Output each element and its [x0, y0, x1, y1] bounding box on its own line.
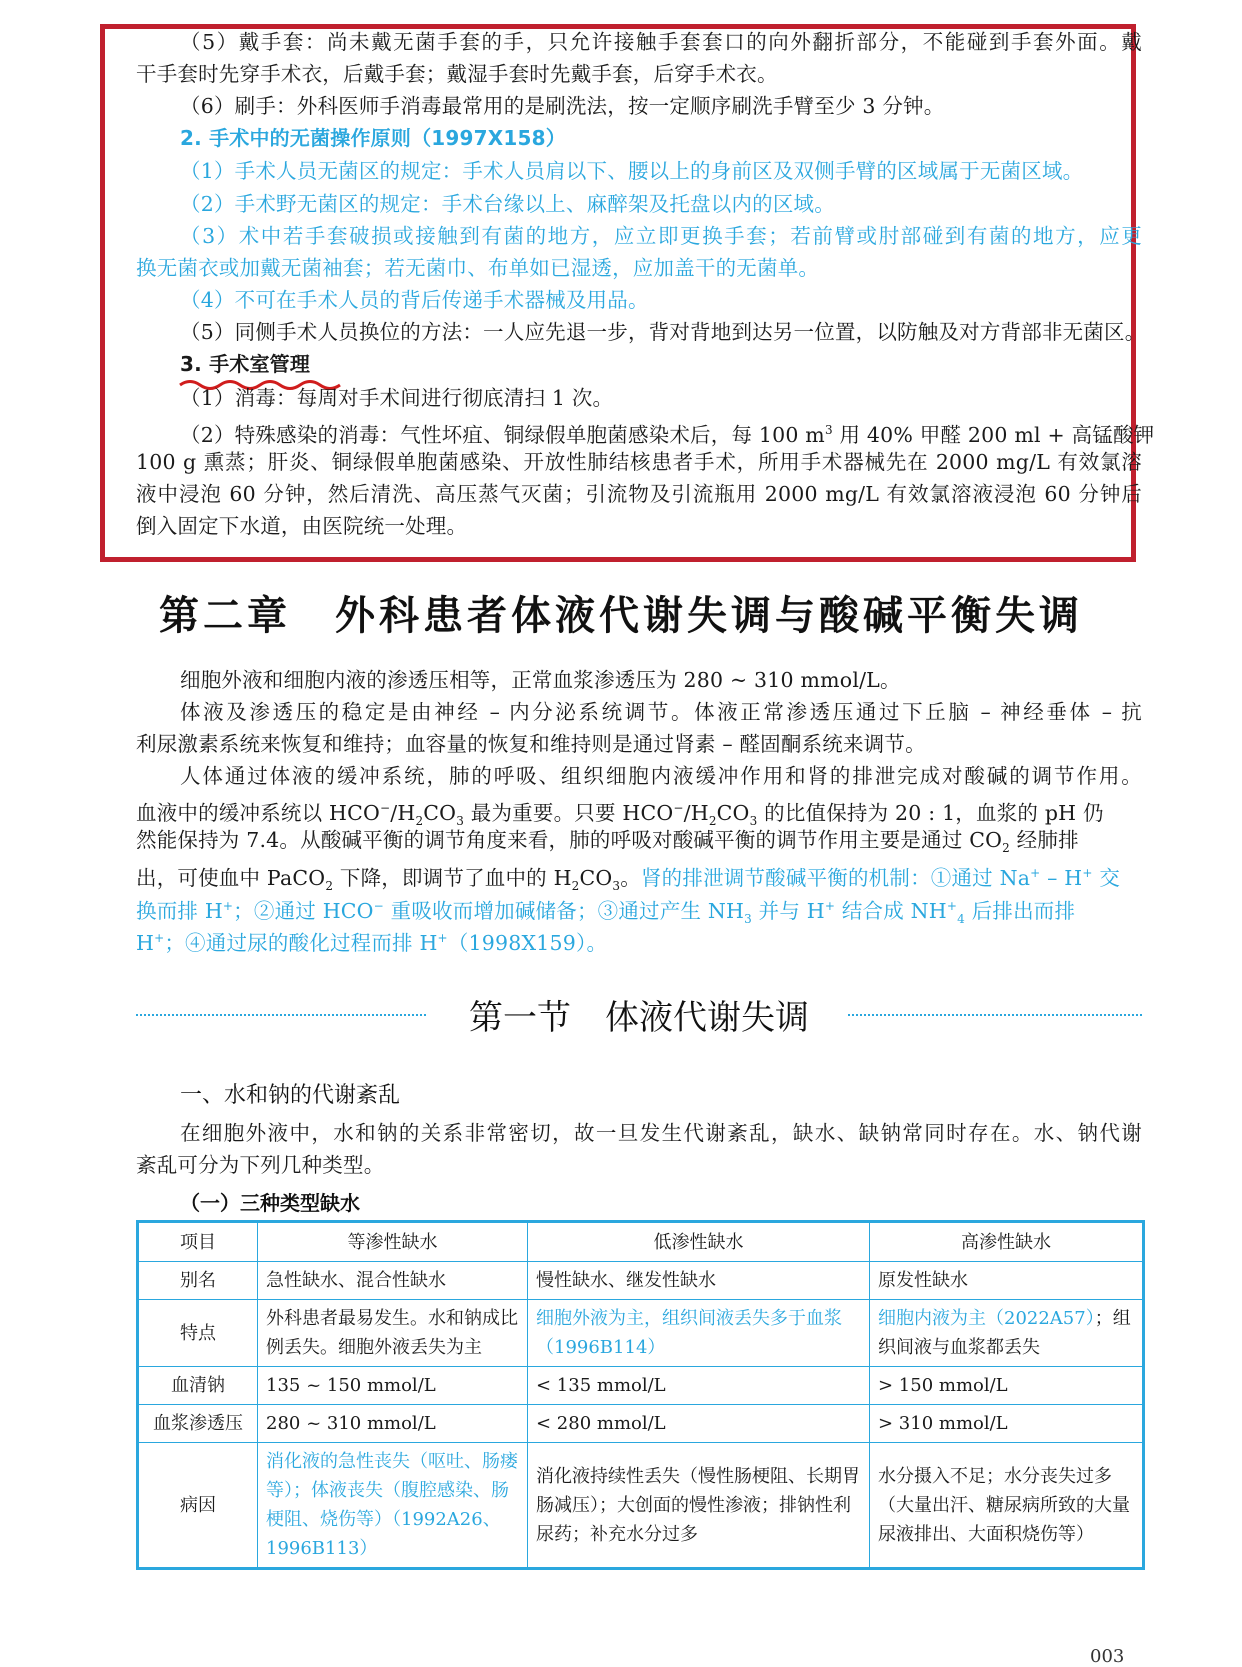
table-row — [138, 1262, 1144, 1300]
table-row — [138, 1443, 1144, 1569]
heading-water-sodium: 一、水和钠的代谢紊乱 — [180, 1083, 401, 1108]
table-cell: 别名 — [138, 1262, 258, 1300]
text-line: 换而排 H+；②通过 HCO− 重吸收而增加碱储备；③通过产生 $NH_3$ 并与 H+ 结合成 $NH^+_4$ 后排出而排 — [136, 898, 1076, 926]
text-line: 干手套时先穿手术衣，后戴手套；戴湿手套时先戴手套，后穿手术衣。 — [136, 62, 778, 86]
dotted-rule-right — [848, 1014, 1142, 1016]
text-line: （4）不可在手术人员的背后传递手术器械及用品。 — [180, 288, 649, 312]
subheading-dehydration: （一）三种类型缺水 — [180, 1191, 360, 1215]
table-cell: < 280 mmol/L — [528, 1405, 870, 1443]
table-cell: 外科患者最易发生。水和钠成比例丢失。细胞外液丢失为主 — [258, 1300, 528, 1367]
text-line: 血液中的缓冲系统以 $HCO^-/H_2CO_3$ 最为重要。只要 $HCO^-/H_2CO_3$ 的比值保持为 20 : 1，血浆的 pH 仍 — [136, 800, 1104, 828]
text-line: 出，可使血中 PaCO$_2$ 下降，即调节了血中的 $H_2CO_3$。肾的排泄调节酸碱平衡的机制：①通过 Na+ – H+ 交 — [136, 865, 1121, 893]
table-cell: 原发性缺水 — [870, 1262, 1144, 1300]
text-line: 体液及渗透压的稳定是由神经 – 内分泌系统调节。体液正常渗透压通过下丘脑 – 神经垂体 – 抗 — [180, 700, 1142, 724]
table-cell: 急性缺水、混合性缺水 — [258, 1262, 528, 1300]
table-cell: 血清钠 — [138, 1367, 258, 1405]
table-cell: > 150 mmol/L — [870, 1367, 1144, 1405]
table-cell: 135 ~ 150 mmol/L — [258, 1367, 528, 1405]
dehydration-table — [136, 1220, 1145, 1570]
table-cell: 细胞内液为主（2022A57）；组织间液与血浆都丢失 — [870, 1300, 1144, 1367]
text-line: 利尿激素系统来恢复和维持；血容量的恢复和维持则是通过肾素 – 醛固酮系统来调节。 — [136, 732, 926, 756]
text-line: （2）特殊感染的消毒：气性坏疽、铜绿假单胞菌感染术后，每 100 $m^3$ 用 40% 甲醛 200 ml + 高锰酸钾 — [180, 422, 1155, 447]
table-row — [138, 1405, 1144, 1443]
text-line: （5）同侧手术人员换位的方法：一人应先退一步，背对背地到达另一位置，以防触及对方背部非无菌区。 — [180, 320, 1146, 344]
text-line: （1）消毒：每周对手术间进行彻底清扫 1 次。 — [180, 386, 614, 410]
text-line: 人体通过体液的缓冲系统，肺的呼吸、组织细胞内液缓冲作用和肾的排泄完成对酸碱的调节作用。 — [180, 764, 1142, 788]
text-line: 在细胞外液中，水和钠的关系非常密切，故一旦发生代谢紊乱，缺水、缺钠常同时存在。水、钠代谢 — [180, 1121, 1142, 1145]
table-header: 等渗性缺水 — [258, 1222, 528, 1262]
table-cell: > 310 mmol/L — [870, 1405, 1144, 1443]
text-line: 换无菌衣或加戴无菌袖套；若无菌巾、布单如已湿透，应加盖干的无菌单。 — [136, 256, 820, 280]
table-cell: 病因 — [138, 1443, 258, 1569]
table-cell: 水分摄入不足；水分丧失过多（大量出汗、糖尿病所致的大量尿液排出、大面积烧伤等） — [870, 1443, 1144, 1569]
table-cell: 280 ~ 310 mmol/L — [258, 1405, 528, 1443]
chapter-title: 第二章 外科患者体液代谢失调与酸碱平衡失调 — [159, 592, 1083, 639]
page-number: 003 — [1090, 1646, 1125, 1667]
table-cell: 消化液的急性丧失（呕吐、肠瘘等）；体液丧失（腹腔感染、肠梗阻、烧伤等）（1992A26、1996B113） — [258, 1443, 528, 1569]
text-line: （5）戴手套：尚未戴无菌手套的手，只允许接触手套套口的向外翻折部分，不能碰到手套外面。戴 — [180, 30, 1142, 54]
table-cell: 血浆渗透压 — [138, 1405, 258, 1443]
table-cell: 细胞外液为主，组织间液丢失多于血浆（1996B114） — [528, 1300, 870, 1367]
text-line: 倒入固定下水道，由医院统一处理。 — [136, 514, 468, 538]
table-header-row — [138, 1222, 1144, 1262]
section-title-row — [136, 990, 1142, 1040]
table-cell: 消化液持续性丢失（慢性肠梗阻、长期胃肠减压）；大创面的慢性渗液；排钠性利尿药；补充水分过多 — [528, 1443, 870, 1569]
text-line: 100 g 熏蒸；肝炎、铜绿假单胞菌感染、开放性肺结核患者手术，所用手术器械先在 2000 mg/L 有效氯溶 — [136, 450, 1142, 474]
text-line: 紊乱可分为下列几种类型。 — [136, 1153, 385, 1177]
text-line: （2）手术野无菌区的规定：手术台缘以上、麻醉架及托盘以内的区域。 — [180, 192, 835, 216]
table-row — [138, 1300, 1144, 1367]
text-line: 然能保持为 7.4。从酸碱平衡的调节角度来看，肺的呼吸对酸碱平衡的调节作用主要是通过 $CO_2$ 经肺排 — [136, 828, 1079, 856]
table-header: 低渗性缺水 — [528, 1222, 870, 1262]
section-title: 第一节 体液代谢失调 — [469, 998, 809, 1038]
text-line: H+；④通过尿的酸化过程而排 H+（1998X159）。 — [136, 930, 608, 955]
table-cell: 慢性缺水、继发性缺水 — [528, 1262, 870, 1300]
text-line: 液中浸泡 60 分钟，然后清洗、高压蒸气灭菌；引流物及引流瓶用 2000 mg/L 有效氯溶液浸泡 60 分钟后 — [136, 482, 1142, 506]
section-heading-3: 3. 手术室管理 — [180, 352, 311, 376]
table-header: 高渗性缺水 — [870, 1222, 1144, 1262]
table-cell: 特点 — [138, 1300, 258, 1367]
text-line: 细胞外液和细胞内液的渗透压相等，正常血浆渗透压为 280 ~ 310 mmol/L。 — [180, 668, 901, 692]
table-header: 项目 — [138, 1222, 258, 1262]
section-heading-2: 2. 手术中的无菌操作原则（1997X158） — [180, 126, 566, 150]
table-row — [138, 1367, 1144, 1405]
text-line: （3）术中若手套破损或接触到有菌的地方，应立即更换手套；若前臂或肘部碰到有菌的地方，应更 — [180, 224, 1142, 248]
table-cell: < 135 mmol/L — [528, 1367, 870, 1405]
text-line: （6）刷手：外科医师手消毒最常用的是刷洗法，按一定顺序刷洗手臂至少 3 分钟。 — [180, 94, 945, 118]
text-line: （1）手术人员无菌区的规定：手术人员肩以下、腰以上的身前区及双侧手臂的区域属于无菌区域。 — [180, 159, 1084, 183]
